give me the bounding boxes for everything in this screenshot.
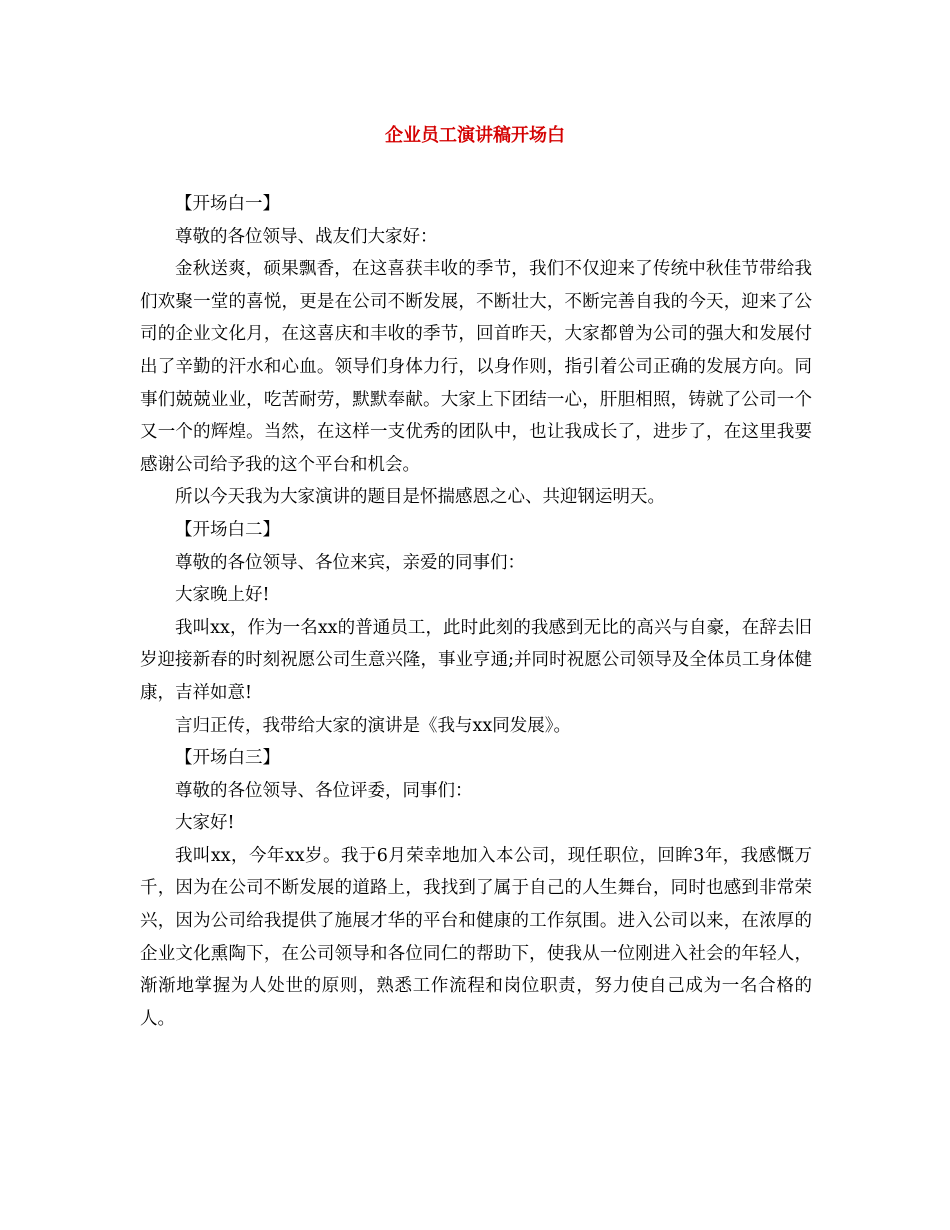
paragraph: 金秋送爽，硕果飘香，在这喜获丰收的季节，我们不仅迎来了传统中秋佳节带给我们欢聚一堂的喜悦，更是在公司不断发展，不断壮大，不断完善自我的今天，迎来了公司的企业文化月，在这喜庆和丰收的季节，回首昨天，大家都曾为公司的强大和发展付出了辛勤的汗水和心血。领导们身体力行，以身作则，指引着公司正确的发展方向。同事们兢兢业业，吃苦耐劳，默默奉献。大家上下团结一心，肝胆相照，铸就了公司一个又一个的辉煌。当然，在这样一支优秀的团队中，也让我成长了，进步了，在这里我要感谢公司给予我的这个平台和机会。: [140, 259, 812, 475]
page-title: 企业员工演讲稿开场白: [385, 125, 565, 146]
paragraph: 所以今天我为大家演讲的题目是怀揣感恩之心、共迎钢运明天。: [175, 487, 665, 508]
paragraph: 尊敬的各位领导、战友们大家好：: [175, 226, 438, 247]
paragraph: 尊敬的各位领导、各位评委，同事们：: [175, 780, 473, 801]
paragraph: 尊敬的各位领导、各位来宾，亲爱的同事们：: [175, 552, 525, 573]
paragraph: 大家晚上好!: [175, 585, 270, 606]
paragraph: 我叫xx，作为一名xx的普通员工，此时此刻的我感到无比的高兴与自豪，在辞去旧岁迎接新春的时刻祝愿公司生意兴隆，事业亨通;并同时祝愿公司领导及全体员工身体健康，吉祥如意!: [140, 617, 812, 703]
paragraph: 言归正传，我带给大家的演讲是《我与xx同发展》。: [175, 715, 571, 736]
paragraph: 大家好!: [175, 813, 235, 834]
section-heading-3: 【开场白三】: [175, 748, 280, 769]
section-heading-2: 【开场白二】: [175, 519, 280, 540]
document-body: [140, 188, 812, 1035]
paragraph: 我叫xx，今年xx岁。我于6月荣幸地加入本公司，现任职位，回眸3年，我感慨万千，因为在公司不断发展的道路上，我找到了属于自己的人生舞台，同时也感到非常荣兴，因为公司给我提供了施展才华的平台和健康的工作氛围。进入公司以来，在浓厚的企业文化熏陶下，在公司领导和各位同仁的帮助下，使我从一位刚进入社会的年轻人，渐渐地掌握为人处世的原则，熟悉工作流程和岗位职责，努力使自己成为一名合格的人。: [140, 845, 812, 1029]
section-heading-1: 【开场白一】: [175, 194, 280, 214]
